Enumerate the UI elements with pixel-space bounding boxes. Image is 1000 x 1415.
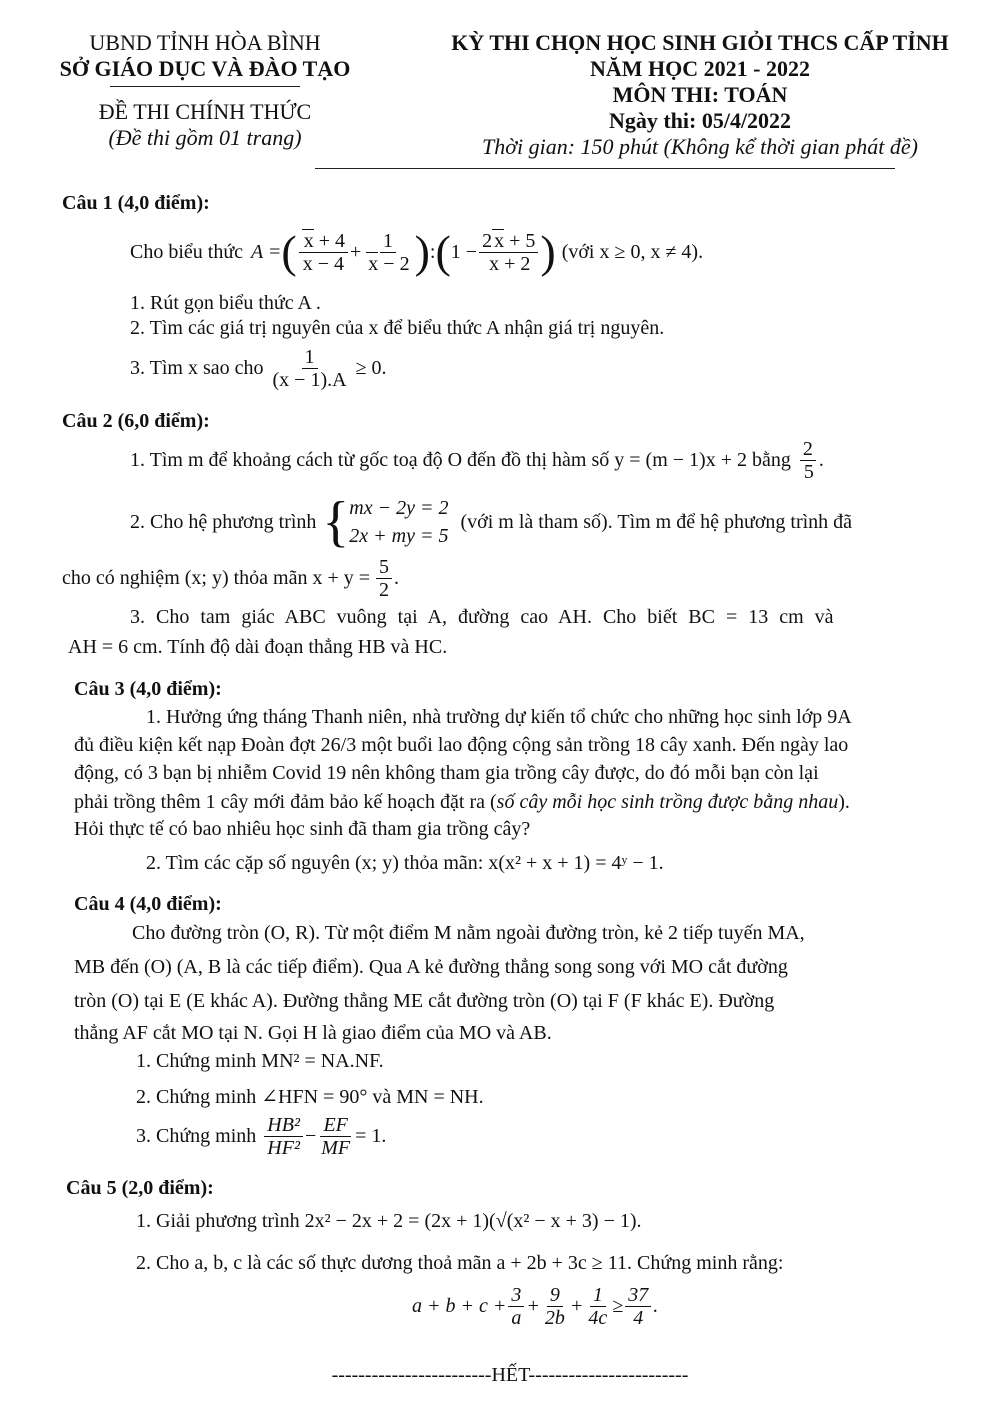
q1-condition: (với x ≥ 0, x ≠ 4).: [561, 240, 704, 263]
q1-part2: 2. Tìm các giá trị nguyên của x để biểu thức A nhận giá trị nguyên.: [130, 317, 665, 339]
q4-part1: 1. Chứng minh MN² = NA.NF.: [136, 1050, 384, 1072]
q4-part3: 3. Chứng minh $\frac{\text{HB²}}{\text{HF²}}$ − $\frac{EF}{MF}$ = 1.: [136, 1114, 387, 1159]
q1-title: Câu 1 (4,0 điểm):: [62, 192, 210, 214]
q1-intro: Cho biểu thức: [130, 240, 244, 263]
q2-part2: 2. Cho hệ phương trình { mx − 2y = 2 2x + my = 5 (với m là tham số). Tìm m để hệ phương trình đã: [130, 491, 853, 553]
q2-part1: 1. Tìm m để khoảng cách từ gốc toạ độ O đến đồ thị hàm số y = (m − 1)x + 2 bằng $\frac{2}{5}$ .: [130, 438, 824, 483]
header-rule: [315, 168, 895, 169]
exam-name: KỲ THI CHỌN HỌC SINH GIỎI THCS CẤP TỈNH: [451, 30, 949, 55]
header-right: [440, 30, 960, 160]
q4-line2: MB đến (O) (A, B là các tiếp điểm). Qua A kẻ đường thẳng song song với MO cắt đường: [74, 956, 788, 978]
q3-line1: 1. Hưởng ứng tháng Thanh niên, nhà trường dự kiến tổ chức cho những học sinh lớp 9A: [146, 706, 852, 728]
q2-part3-line2: AH = 6 cm. Tính độ dài đoạn thẳng HB và HC.: [68, 636, 448, 658]
q2-part2-cont: cho có nghiệm (x; y) thỏa mãn x + y = $\frac{5}{2}$ .: [62, 556, 400, 601]
subject: MÔN THI: TOÁN: [612, 82, 788, 107]
q2-title: Câu 2 (6,0 điểm):: [62, 410, 210, 432]
page-count: (Đề thi gồm 01 trang): [108, 125, 302, 150]
header-left: [50, 30, 360, 151]
q3-line3: động, có 3 bạn bị nhiễm Covid 19 nên không tham gia trồng cây được, do đó mỗi bạn còn lại: [74, 762, 819, 784]
end-marker: ------------------------HẾT------------------------: [331, 1364, 689, 1386]
q3-title: Câu 3 (4,0 điểm):: [74, 678, 222, 700]
exam-duration: Thời gian: 150 phút (Không kể thời gian phát đề): [482, 134, 918, 159]
q3-line5: Hỏi thực tế có bao nhiêu học sinh đã tham gia trồng cây?: [74, 818, 531, 840]
exam-status: ĐỀ THI CHÍNH THỨC: [98, 99, 312, 124]
q4-title: Câu 4 (4,0 điểm):: [74, 893, 222, 915]
exam-date: Ngày thi: 05/4/2022: [608, 108, 792, 133]
q1-formula: A =: [251, 240, 282, 263]
q3-part2: 2. Tìm các cặp số nguyên (x; y) thỏa mãn: x(x² + x + 1) = 4ʸ − 1.: [146, 852, 664, 874]
q5-part2: 2. Cho a, b, c là các số thực dương thoả mãn a + 2b + 3c ≥ 11. Chứng minh rằng:: [136, 1252, 784, 1274]
q1-expression: Cho biểu thức A = ( $\frac{x + 4}{x - 4}$ + $\frac{1}{x - 2}$ ) : ( 1 − $\frac{2 x + 5}{x + 2}$ ) (với x ≥ 0, x ≠ 4).: [130, 226, 704, 277]
q4-line1: Cho đường tròn (O, R). Từ một điểm M nằm ngoài đường tròn, kẻ 2 tiếp tuyến MA,: [132, 922, 805, 944]
school-year: NĂM HỌC 2021 - 2022: [590, 56, 810, 81]
q2-part3-line1: 3. Cho tam giác ABC vuông tại A, đường cao AH. Cho biết BC = 13 cm và: [130, 606, 834, 628]
q4-part2: 2. Chứng minh ∠HFN = 90° và MN = NH.: [136, 1086, 484, 1108]
q1-part3: 3. Tìm x sao cho $\frac{1}{(x - 1).A}$ ≥ 0.: [130, 346, 387, 391]
q3-line2: đủ điều kiện kết nạp Đoàn đợt 26/3 một buổi lao động cộng sản trồng 18 cây xanh. Đến ngày lao: [74, 734, 849, 756]
header-divider: [110, 86, 300, 87]
q5-title: Câu 5 (2,0 điểm):: [66, 1177, 214, 1199]
q1-part1: 1. Rút gọn biểu thức A .: [130, 292, 321, 314]
q5-part1: 1. Giải phương trình 2x² − 2x + 2 = (2x + 1)(√(x² − x + 3) − 1).: [136, 1210, 642, 1232]
q4-line3: tròn (O) tại E (E khác A). Đường thẳng ME cắt đường tròn (O) tại F (F khác E). Đường: [74, 990, 775, 1012]
q4-line4: thẳng AF cắt MO tại N. Gọi H là giao điểm của MO và AB.: [74, 1022, 552, 1044]
q2-system: mx − 2y = 2 2x + my = 5: [349, 497, 449, 547]
q3-line4: phải trồng thêm 1 cây mới đảm bảo kế hoạch đặt ra (số cây mỗi học sinh trồng được bằng nhau).: [74, 791, 850, 813]
q5-inequality: a + b + c + $\frac{3}{a}$ + $\frac{9}{2b}$ + $\frac{1}{4c}$ ≥ $\frac{37}{4}$ .: [412, 1284, 659, 1329]
department-name: SỞ GIÁO DỤC VÀ ĐÀO TẠO: [59, 56, 351, 81]
province-name: UBND TỈNH HÒA BÌNH: [89, 30, 321, 55]
